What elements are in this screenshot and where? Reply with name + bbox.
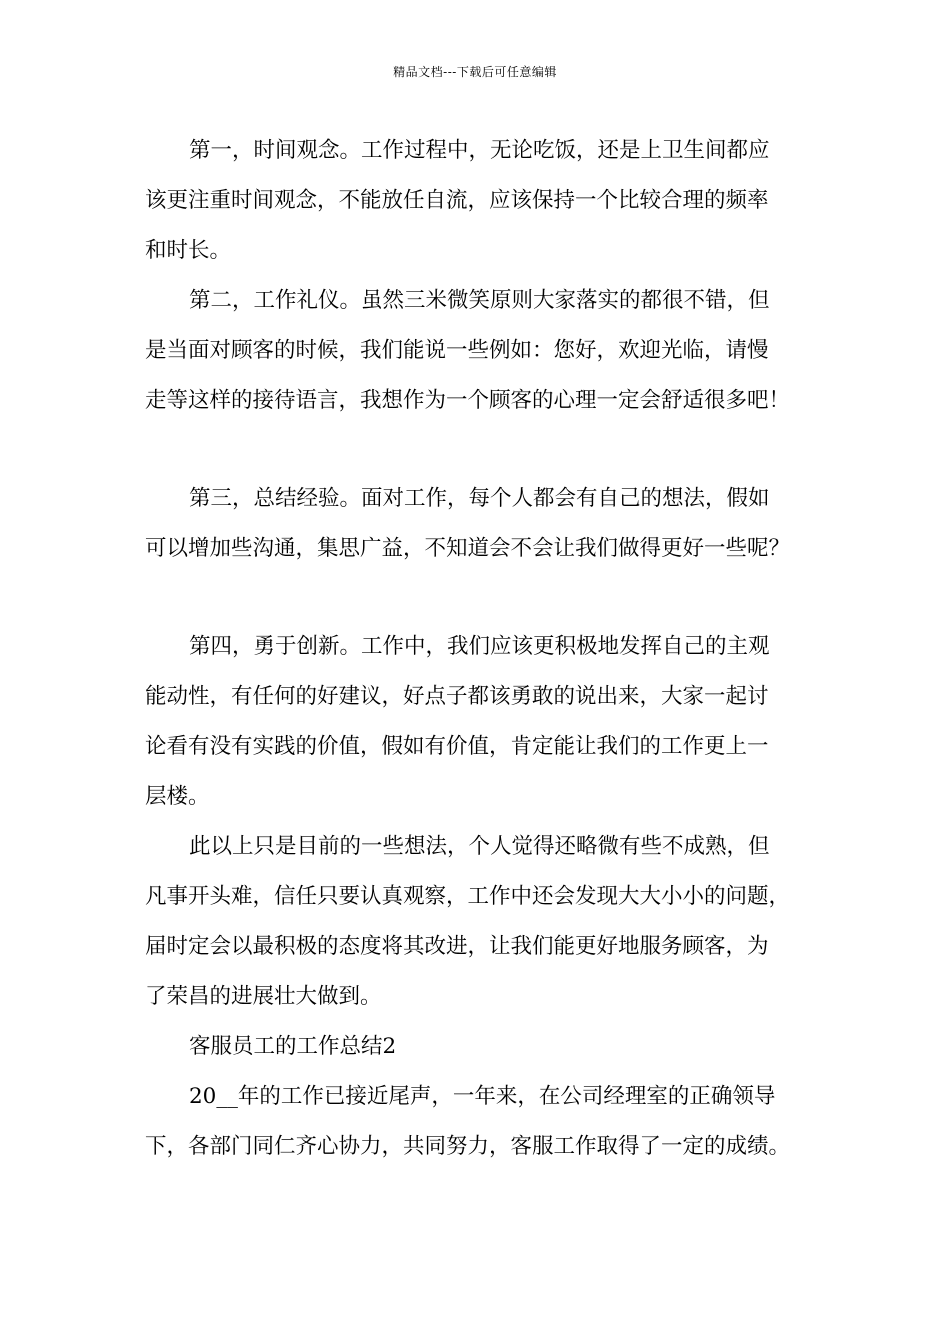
paragraph-innovation: [145, 622, 825, 822]
text-line: 第一，时间观念。工作过程中，无论吃饭，还是上卫生间都应: [189, 138, 770, 163]
text-line: 了荣昌的进展壮大做到。: [145, 984, 382, 1009]
section-title: 客服员工的工作总结2: [189, 1034, 397, 1059]
section-heading: [145, 1022, 825, 1072]
text-line: 第三，总结经验。面对工作，每个人都会有自己的想法，假如: [189, 486, 770, 511]
paragraph-work-etiquette: [145, 276, 825, 426]
paragraph-spacer: [145, 574, 825, 622]
paragraph-time-concept: [145, 126, 825, 276]
text-line: 走等这样的接待语言，我想作为一个顾客的心理一定会舒适很多吧！: [145, 388, 791, 413]
text-line: 第二，工作礼仪。虽然三米微笑原则大家落实的都很不错，但: [189, 288, 770, 313]
text-line: 可以增加些沟通，集思广益，不知道会不会让我们做得更好一些呢？: [145, 536, 791, 561]
text-line: 能动性，有任何的好建议，好点子都该勇敢的说出来，大家一起讨: [145, 684, 769, 709]
text-line: 凡事开头难，信任只要认真观察，工作中还会发现大大小小的问题，: [145, 884, 791, 909]
document-body: [145, 126, 825, 1172]
text-line: 该更注重时间观念，不能放任自流，应该保持一个比较合理的频率: [145, 188, 769, 213]
page-header: 精品文档---下载后可任意编辑: [393, 65, 557, 79]
text-line: 20__年的工作已接近尾声，一年来，在公司经理室的正确领导: [189, 1084, 776, 1109]
text-line: 下，各部门同仁齐心协力，共同努力，客服工作取得了一定的成绩。: [145, 1134, 791, 1159]
text-line: 层楼。: [145, 784, 210, 809]
paragraph-summarize-experience: [145, 474, 825, 574]
paragraph-year-summary: [145, 1072, 825, 1172]
text-line: 和时长。: [145, 238, 232, 263]
text-line: 届时定会以最积极的态度将其改进，让我们能更好地服务顾客，为: [145, 934, 769, 959]
paragraph-spacer: [145, 426, 825, 474]
text-line: 是当面对顾客的时候，我们能说一些例如：您好，欢迎光临，请慢: [145, 338, 769, 363]
paragraph-conclusion: [145, 822, 825, 1022]
text-line: 此以上只是目前的一些想法，个人觉得还略微有些不成熟，但: [189, 834, 770, 859]
text-line: 论看有没有实践的价值，假如有价值，肯定能让我们的工作更上一: [145, 734, 769, 759]
text-line: 第四，勇于创新。工作中，我们应该更积极地发挥自己的主观: [189, 634, 770, 659]
